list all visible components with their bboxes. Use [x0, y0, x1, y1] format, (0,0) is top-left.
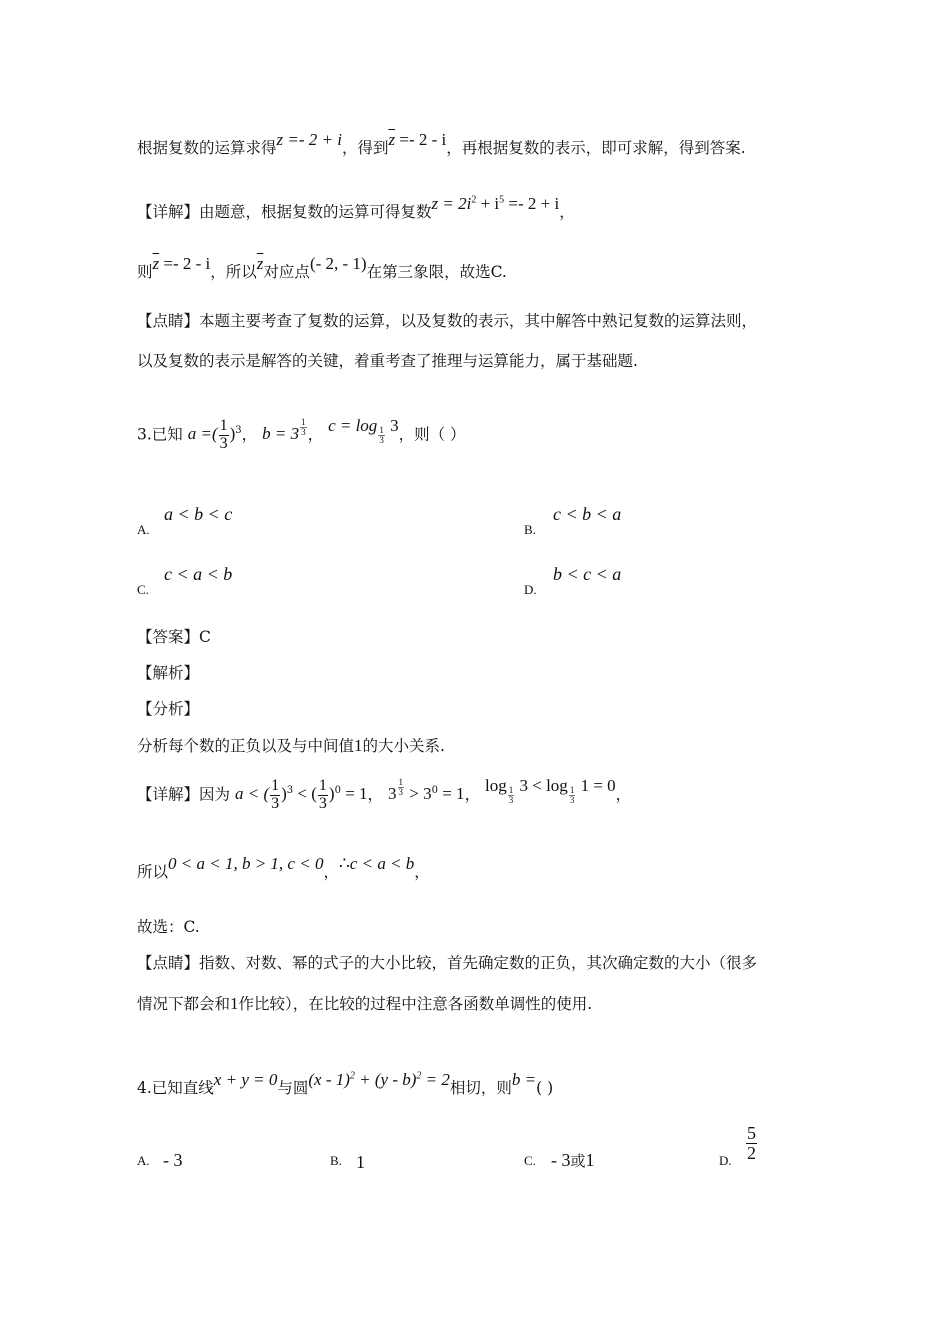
fraction-one-third	[219, 418, 229, 453]
therefore-symbol: ∴	[338, 854, 350, 873]
math-sup: 3	[286, 785, 294, 797]
text: ，	[241, 425, 258, 444]
math-conditions: 0 < a < 1, b > 1, c < 0	[168, 854, 324, 873]
text: 指数、对数、幂的式子的大小比较，首先确定数的正负，其次确定数的大小（很多	[199, 954, 758, 972]
math-sup: 2	[471, 194, 477, 206]
text: ，得到	[341, 139, 389, 157]
math-sup: 3	[235, 425, 242, 437]
q4-option-d-fraction	[746, 1124, 757, 1163]
q4-option-b-expr: 1	[356, 1152, 365, 1172]
text: ，	[307, 425, 324, 444]
option-d-expr: b < c < a	[553, 564, 622, 584]
text: ，	[464, 785, 481, 804]
text: 因为	[199, 785, 231, 804]
denominator: 2	[747, 1142, 756, 1163]
math-part: + i	[476, 194, 500, 213]
denominator: 3	[219, 434, 228, 452]
text: ，	[414, 863, 430, 881]
denominator: 3	[508, 794, 514, 805]
comment-line-1	[137, 312, 757, 331]
log-base-fraction	[569, 786, 576, 805]
question-number: 3.已知	[137, 425, 183, 444]
comment-tag: 【点睛】	[137, 954, 200, 972]
denominator: 3	[271, 794, 280, 812]
text: 相切，则	[449, 1079, 512, 1097]
q4-option-c-expr	[551, 1150, 595, 1171]
math-zbar-value: =- 2 - i	[159, 254, 211, 273]
option-c-expr: c < a < b	[164, 564, 233, 584]
text: 以及复数的表示是解答的关键，着重考查了推理与运算能力，属于基础题.	[137, 352, 638, 370]
math-paren: )	[229, 424, 236, 444]
detail-tag: 【详解】	[137, 785, 200, 804]
numerator: 1	[318, 777, 327, 794]
math-part: =- 2 + i	[504, 194, 560, 213]
math-arg: 3	[385, 416, 399, 436]
q4-option-b-label: B.	[330, 1153, 342, 1168]
math-part: + (y - b)	[354, 1070, 417, 1089]
math-part: > 3	[405, 784, 432, 804]
text: 作比较），在比较的过程中注意各函数单调性的使用.	[238, 995, 593, 1013]
numerator: 1	[508, 784, 514, 795]
math-paren: )	[328, 784, 335, 804]
math-sup: 5	[499, 194, 505, 206]
math-part: a < (	[234, 784, 270, 804]
math-log: log	[485, 776, 507, 796]
math-b: b = 3	[262, 424, 300, 444]
math-sup: 0	[431, 785, 438, 797]
math-zbar: $\overline{z}$	[152, 254, 160, 273]
denominator: 3	[301, 427, 306, 437]
text: 或	[570, 1152, 586, 1170]
text: 根据复数的运算求得	[137, 139, 277, 157]
option-d-label: D.	[524, 582, 537, 597]
text: ，则（ ）	[398, 425, 466, 444]
text: ，	[323, 863, 339, 881]
exponent-fraction	[300, 418, 307, 437]
q4-option-a-expr: - 3	[163, 1150, 183, 1170]
detail-tag: 【详解】	[137, 203, 200, 221]
question-3	[137, 418, 466, 453]
text: ，	[615, 785, 632, 804]
math-sup: 2	[349, 1070, 355, 1082]
math-part: 3 < log	[515, 776, 568, 796]
answer: 【答案】C	[137, 628, 211, 646]
math-part: = 1	[340, 784, 368, 804]
math-one: 1	[354, 736, 363, 755]
text: ，再根据复数的表示，即可求解，得到答案.	[446, 139, 746, 157]
text: ，	[367, 785, 384, 804]
math-z-value: z =- 2 + i	[276, 130, 342, 149]
analysis-line-1	[137, 130, 746, 158]
text: 分析每个数的正负以及与中间值	[137, 737, 355, 755]
question-4	[137, 1070, 554, 1098]
q3-comment-line-2	[137, 994, 592, 1014]
fenxi-text	[137, 736, 445, 756]
denominator: 3	[379, 434, 384, 445]
math-c: c = log	[328, 416, 378, 436]
option-a-expr: a < b < c	[164, 504, 233, 524]
math-part: z = 2i	[431, 194, 472, 213]
denominator: 3	[569, 794, 575, 805]
numerator: 5	[747, 1123, 756, 1143]
math-part: < (	[293, 784, 317, 804]
q4-option-d-label: D.	[719, 1153, 732, 1168]
math-circle	[308, 1070, 450, 1089]
math-zbar: $\overline{z}$	[388, 130, 396, 149]
denominator: 3	[398, 787, 403, 797]
choice-line: 故选：C.	[137, 918, 200, 936]
detail-line-1	[137, 194, 575, 222]
text: ( )	[536, 1079, 554, 1097]
math-part: - 3	[551, 1150, 571, 1170]
math-zbar: $\overline{z}$	[256, 254, 264, 273]
math-zbar-value: =- 2 - i	[395, 130, 447, 149]
text: 在第三象限，故选C.	[366, 263, 507, 281]
text: ，	[559, 203, 575, 221]
numerator: 1	[569, 784, 575, 795]
math-sup: 2	[416, 1070, 422, 1082]
math-line: x + y = 0	[213, 1070, 278, 1089]
text: 的大小关系.	[362, 737, 445, 755]
math-part: 1	[585, 1150, 595, 1170]
math-point: (- 2, - 1)	[309, 254, 367, 273]
log-base-fraction	[378, 426, 385, 445]
math-part: 1 = 0	[576, 776, 616, 796]
text: 情况下都会和	[137, 995, 231, 1013]
fenxi-tag: 【分析】	[137, 700, 200, 718]
math-sup: 0	[334, 785, 341, 797]
so-line	[137, 854, 430, 882]
text: ，所以	[210, 263, 257, 281]
numerator: 1	[219, 417, 228, 434]
numerator: 1	[398, 777, 403, 787]
text: 所以	[137, 863, 169, 881]
math-one: 1	[230, 994, 239, 1013]
comment-tag: 【点睛】	[137, 312, 200, 330]
fraction-one-third	[270, 778, 280, 813]
text: 对应点	[263, 263, 310, 281]
math-z-expression	[432, 194, 560, 213]
text: 本题主要考查了复数的运算，以及复数的表示，其中解答中熟记复数的运算法则，	[199, 312, 758, 330]
option-b-expr: c < b < a	[553, 504, 622, 524]
q3-comment-line-1	[137, 954, 757, 973]
fraction-one-third	[318, 778, 328, 813]
denominator: 3	[318, 794, 327, 812]
option-c-label: C.	[137, 582, 149, 597]
numerator: 1	[379, 424, 384, 435]
jiexi-tag: 【解析】	[137, 664, 200, 682]
log-base-fraction	[508, 786, 515, 805]
q4-option-a-label: A.	[137, 1153, 150, 1168]
comment-line-2	[137, 352, 638, 371]
detail-line-2	[137, 254, 507, 282]
question-number: 4.已知直线	[137, 1079, 214, 1097]
text: 与圆	[277, 1079, 309, 1097]
q4-option-c-label: C.	[524, 1153, 536, 1168]
math-paren: )	[281, 784, 287, 804]
math-part: 3	[388, 784, 397, 804]
option-a-label: A.	[137, 522, 150, 537]
math-part: = 2	[421, 1070, 450, 1089]
math-b: b =	[511, 1070, 537, 1089]
exponent-fraction	[398, 778, 405, 797]
text: 由题意，根据复数的运算可得复数	[199, 203, 432, 221]
math-a: a =(	[187, 424, 218, 444]
math-result: c < a < b	[349, 854, 415, 873]
math-part: (x - 1)	[308, 1070, 350, 1089]
text: 则	[137, 263, 153, 281]
math-part: = 1	[437, 784, 465, 804]
q3-detail-line	[137, 778, 631, 813]
numerator: 1	[301, 417, 306, 427]
numerator: 1	[271, 777, 280, 794]
option-b-label: B.	[524, 522, 536, 537]
